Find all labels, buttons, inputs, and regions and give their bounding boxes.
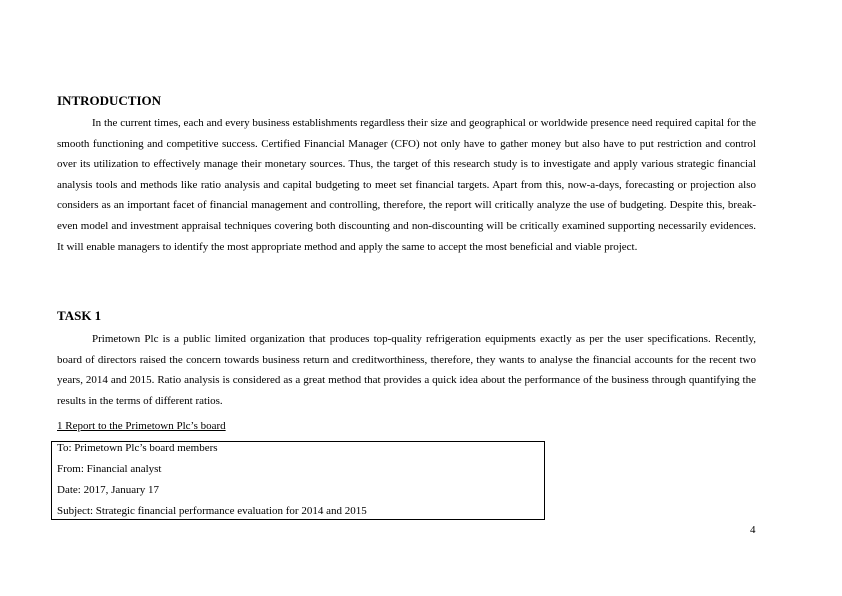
memo-subject: Subject: Strategic financial performance evaluation for 2014 and 2015 <box>57 505 367 517</box>
page-number: 4 <box>750 524 756 536</box>
memo-box <box>51 441 545 520</box>
task-1-heading: TASK 1 <box>57 308 102 323</box>
introduction-heading: INTRODUCTION <box>57 93 162 108</box>
report-title: 1 Report to the Primetown Plc’s board <box>57 420 226 432</box>
introduction-paragraph: In the current times, each and every business establishments regardless their size and geographical or worldwide presence need required capital for the smooth functioning and competitive success. Certified Financial Manager (CFO) not only have to gather money but also have to put restriction and control over its utilization to effectively manage their monetary sources. Thus, the target of this research study is to investigate and apply various strategic financial analysis tools and methods like ratio analysis and capital budgeting to meet set financial targets. Apart from this, now-a-days, forecasting or projection also considers as an important facet of financial management and controlling, therefore, the report will critically analyze the use of budgeting. Despite this, break-even model and investment appraisal techniques covering both discounting and non-discounting will be critically examined supporting necessarily evidences. It will enable managers to identify the most appropriate method and apply the same to accept the most beneficial and viable project. <box>57 117 756 253</box>
memo-date: Date: 2017, January 17 <box>57 484 160 496</box>
memo-from: From: Financial analyst <box>57 463 162 475</box>
task-1-paragraph: Primetown Plc is a public limited organization that produces top-quality refrigeration equipments exactly as per the user specifications. Recently, board of directors raised the concern towards business return and creditworthiness, therefore, they wants to analyse the financial accounts for the recent two years, 2014 and 2015. Ratio analysis is considered as a great method that provides a quick idea about the performance of the business through quantifying the results in the terms of different ratios. <box>57 333 756 407</box>
memo-to: To: Primetown Plc’s board members <box>57 442 218 454</box>
